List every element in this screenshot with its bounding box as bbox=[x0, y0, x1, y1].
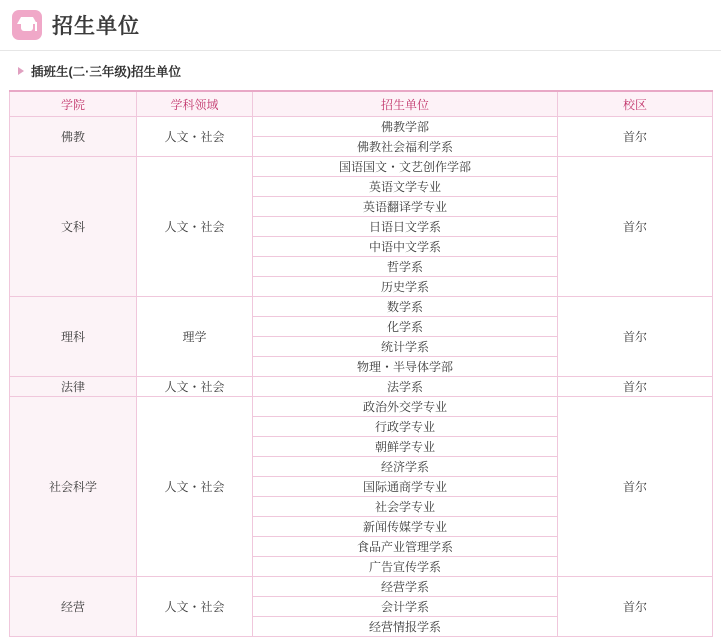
cell-college: 理科 bbox=[10, 297, 137, 377]
triangle-right-icon bbox=[18, 67, 24, 75]
cell-college: 法律 bbox=[10, 377, 137, 397]
cell-campus: 首尔 bbox=[558, 157, 713, 297]
cell-field: 人文・社会 bbox=[137, 157, 253, 297]
cell-college: 经营 bbox=[10, 577, 137, 637]
cell-college: 佛教 bbox=[10, 117, 137, 157]
admission-units-table bbox=[9, 90, 713, 637]
cell-unit: 国语国文・文艺创作学部 bbox=[253, 157, 558, 177]
cell-unit: 社会学专业 bbox=[253, 497, 558, 517]
table-body bbox=[10, 117, 713, 637]
cell-unit: 英语文学专业 bbox=[253, 177, 558, 197]
cap-top-shape bbox=[17, 17, 37, 24]
cell-unit: 经营情报学系 bbox=[253, 617, 558, 637]
cell-campus: 首尔 bbox=[558, 397, 713, 577]
cell-college: 文科 bbox=[10, 157, 137, 297]
column-header-unit: 招生单位 bbox=[253, 91, 558, 117]
cell-unit: 英语翻译学专业 bbox=[253, 197, 558, 217]
column-header-campus: 校区 bbox=[558, 91, 713, 117]
cell-unit: 会计学系 bbox=[253, 597, 558, 617]
cell-unit: 经济学系 bbox=[253, 457, 558, 477]
table-row bbox=[10, 157, 713, 177]
cell-unit: 佛教学部 bbox=[253, 117, 558, 137]
subtitle-label: 插班生(二·三年级)招生单位 bbox=[31, 65, 181, 79]
cell-field: 人文・社会 bbox=[137, 377, 253, 397]
cell-unit: 新闻传媒学专业 bbox=[253, 517, 558, 537]
column-header-field: 学科领域 bbox=[137, 91, 253, 117]
table-row bbox=[10, 377, 713, 397]
graduation-cap-icon bbox=[12, 10, 42, 40]
cell-unit: 历史学系 bbox=[253, 277, 558, 297]
cell-unit: 佛教社会福利学系 bbox=[253, 137, 558, 157]
cell-field: 人文・社会 bbox=[137, 577, 253, 637]
cell-unit: 朝鲜学专业 bbox=[253, 437, 558, 457]
cell-unit: 物理・半导体学部 bbox=[253, 357, 558, 377]
cell-unit: 法学系 bbox=[253, 377, 558, 397]
table-row bbox=[10, 297, 713, 317]
cell-unit: 统计学系 bbox=[253, 337, 558, 357]
cell-field: 人文・社会 bbox=[137, 397, 253, 577]
page-title: 招生单位 bbox=[52, 15, 140, 38]
table-row bbox=[10, 397, 713, 417]
column-header-college: 学院 bbox=[10, 91, 137, 117]
cell-unit: 数学系 bbox=[253, 297, 558, 317]
table-header-row bbox=[10, 91, 713, 117]
cell-campus: 首尔 bbox=[558, 377, 713, 397]
cell-unit: 广告宣传学系 bbox=[253, 557, 558, 577]
cell-campus: 首尔 bbox=[558, 117, 713, 157]
cell-unit: 政治外交学专业 bbox=[253, 397, 558, 417]
table-row bbox=[10, 117, 713, 137]
cell-unit: 化学系 bbox=[253, 317, 558, 337]
cell-field: 理学 bbox=[137, 297, 253, 377]
cell-unit: 食品产业管理学系 bbox=[253, 537, 558, 557]
cell-field: 人文・社会 bbox=[137, 117, 253, 157]
section-subtitle bbox=[0, 51, 721, 90]
cell-campus: 首尔 bbox=[558, 577, 713, 637]
cap-body-shape bbox=[21, 24, 33, 31]
cell-college: 社会科学 bbox=[10, 397, 137, 577]
cap-tassel-shape bbox=[35, 22, 37, 31]
page-header bbox=[0, 0, 721, 48]
cell-unit: 经营学系 bbox=[253, 577, 558, 597]
cell-unit: 国际通商学专业 bbox=[253, 477, 558, 497]
cell-unit: 行政学专业 bbox=[253, 417, 558, 437]
cell-campus: 首尔 bbox=[558, 297, 713, 377]
table-row bbox=[10, 577, 713, 597]
cell-unit: 中语中文学系 bbox=[253, 237, 558, 257]
cell-unit: 日语日文学系 bbox=[253, 217, 558, 237]
cell-unit: 哲学系 bbox=[253, 257, 558, 277]
table-header bbox=[10, 91, 713, 117]
